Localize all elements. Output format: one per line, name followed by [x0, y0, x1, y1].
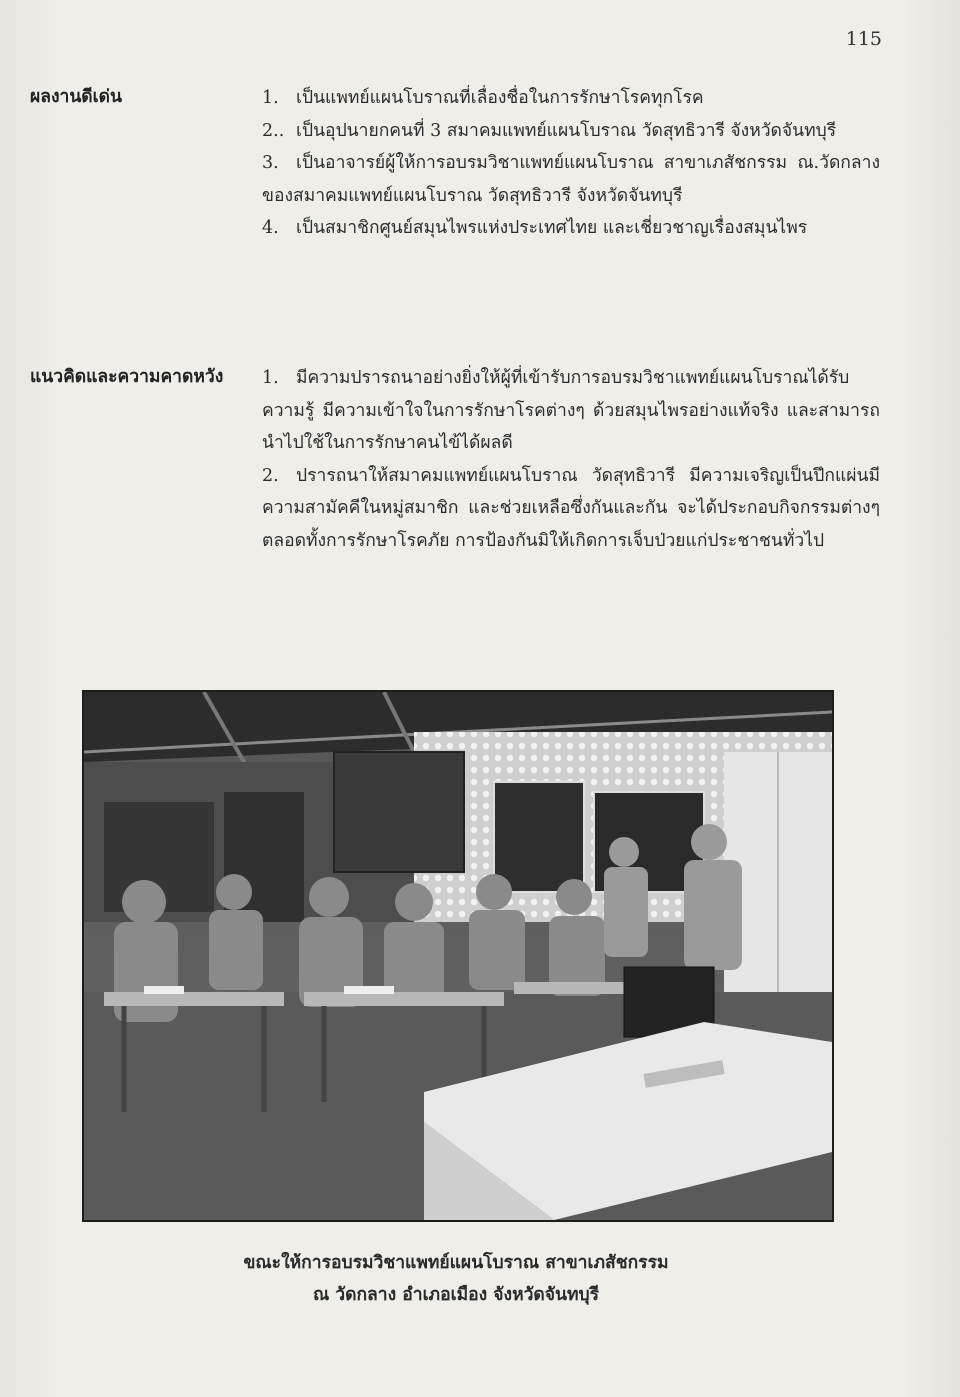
training-photo — [82, 690, 834, 1222]
section-label: ผลงานดีเด่น — [30, 87, 122, 107]
list-item — [262, 212, 880, 245]
list-item — [262, 362, 880, 460]
item-text: ปรารถนาให้สมาคมแพทย์แผนโบราณ วัดสุทธิวารี มีความเจริญเป็นปึกแผ่นมีความสามัคคีในหมู่สมาชิก และช่วยเหลือซึ่งกันและกัน จะได้ประกอบกิจกรรมต่างๆ ตลอดทั้งการรักษาโรคภัย การป้องกันมิให้เกิดการเจ็บป่วยแก่ประชาชนทั่วไป — [262, 465, 880, 551]
item-number: 1. — [262, 368, 279, 388]
item-text: เป็นอุปนายกคนที่ 3 สมาคมแพทย์แผนโบราณ วัดสุทธิวารี จังหวัดจันทบุรี — [296, 120, 837, 141]
photo-caption-line-2: ณ วัดกลาง อำเภอเมือง จังหวัดจันทบุรี — [312, 1285, 600, 1305]
section-label: แนวคิดและความคาดหวัง — [30, 367, 224, 387]
list-item — [262, 460, 880, 558]
item-number: 4. — [262, 218, 279, 238]
list-item — [262, 82, 880, 115]
photo-illustration — [84, 692, 832, 1220]
item-text: มีความปรารถนาอย่างยิ่งให้ผู้ที่เข้ารับการอบรมวิชาแพทย์แผนโบราณได้รับ ความรู้ มีความเข้าใจในการรักษาโรคต่างๆ ด้วยสมุนไพรอย่างแท้จริง และสามารถนำไปใช้ในการรักษาคนไข้ได้ผลดี — [262, 368, 880, 453]
page-number: 115 — [845, 28, 882, 50]
list-item — [262, 115, 880, 148]
item-number: 3. — [262, 153, 279, 173]
item-text: เป็นสมาชิกศูนย์สมุนไพรแห่งประเทศไทย และเชี่ยวชาญเรื่องสมุนไพร — [296, 218, 808, 238]
item-number: 2.. — [262, 120, 285, 141]
item-number: 2. — [262, 465, 279, 486]
section-body — [262, 82, 880, 245]
item-text: เป็นแพทย์แผนโบราณที่เลื่องชื่อในการรักษาโรคทุกโรค — [296, 88, 704, 108]
item-text: เป็นอาจารย์ผู้ให้การอบรมวิชาแพทย์แผนโบราณ สาขาเภสัชกรรม ณ.วัดกลาง ของสมาคมแพทย์แผนโบราณ วัดสุทธิวารี จังหวัดจันทบุรี — [262, 153, 880, 206]
photo-caption-line-1: ขณะให้การอบรมวิชาแพทย์แผนโบราณ สาขาเภสัชกรรม — [243, 1253, 669, 1273]
item-number: 1. — [262, 88, 279, 108]
section-body — [262, 362, 880, 557]
list-item — [262, 147, 880, 212]
